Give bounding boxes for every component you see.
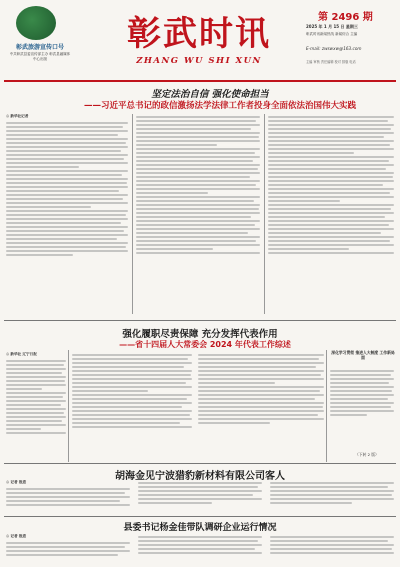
story2-headline: 强化履职尽责保障 充分发挥代表作用 xyxy=(122,329,278,340)
issue-number: 第 2496 期 xyxy=(318,12,373,23)
column-divider xyxy=(68,350,69,462)
section-divider xyxy=(4,463,396,464)
story1-headline: 坚定法治自信 强化使命担当 xyxy=(151,89,269,100)
story2-sidebar-right xyxy=(330,368,394,462)
story4-column-1 xyxy=(6,534,130,564)
story2-subhead: ——省十四届人大常委会 2024 年代表工作综述 xyxy=(119,340,291,349)
section-divider xyxy=(4,320,396,321)
story3-column-2 xyxy=(138,480,262,514)
story3-headline: 胡海金见宁波猎豹新材料有限公司客人 xyxy=(115,471,285,482)
story1-column-3 xyxy=(268,114,394,314)
logo-badge xyxy=(8,6,71,66)
story3-byline: ◎ 记者 报道 xyxy=(6,480,27,484)
story4-byline: ◎ 记者 报道 xyxy=(6,534,27,538)
story2-byline: ◎ 新华社 辽宁日报 xyxy=(6,352,37,356)
story2-continued-note: （下转 2 版） xyxy=(355,452,379,457)
story1-column-2 xyxy=(136,114,260,314)
issue-info-box xyxy=(304,4,396,78)
column-divider xyxy=(264,114,265,314)
issue-info: 彰武时讯新闻热线 新闻综合 主编 xyxy=(306,32,358,36)
story1-subhead: ——习近平总书记的政信激扬法学法律工作者投身全面依法治国伟大实践 xyxy=(83,101,356,111)
section-divider xyxy=(4,516,396,517)
issue-grid: 主编 审核 责任编辑 校对 排版 电话 xyxy=(306,60,356,64)
brand-title: 彰武时讯 xyxy=(127,14,271,54)
issue-date: 2025 年 1 月 15 日 星期三 xyxy=(306,24,358,29)
story3-column-1 xyxy=(6,480,130,514)
story3-column-3 xyxy=(270,480,394,514)
story1-column-1 xyxy=(6,114,128,314)
story2-sidebar-heading: 深化学习贯彻 推进人大制度 工作新局面 xyxy=(331,350,395,360)
column-divider xyxy=(326,350,327,462)
masthead-rule xyxy=(4,80,396,82)
logo-emblem-icon xyxy=(16,6,56,40)
story2-sidebar-left xyxy=(6,352,66,462)
logo-subtitle: 中共彰武县委宣传部主办 彰武县融媒体中心出版 xyxy=(9,52,71,61)
logo-title: 彰武旅游宣传口号 xyxy=(15,44,64,51)
issue-email: E-mail: zwswxw@163.com xyxy=(306,46,362,51)
story4-column-3 xyxy=(270,534,394,564)
story2-column-2 xyxy=(198,352,324,462)
story1-byline: ◎ 新华社记者 xyxy=(6,114,29,118)
story4-headline: 县委书记杨金佳带队调研企业运行情况 xyxy=(123,523,277,533)
brand-pinyin: ZHANG WU SHI XUN xyxy=(136,56,262,66)
masthead xyxy=(4,2,396,80)
column-divider xyxy=(132,114,133,314)
story4-column-2 xyxy=(138,534,262,564)
story2-column-1 xyxy=(72,352,192,462)
